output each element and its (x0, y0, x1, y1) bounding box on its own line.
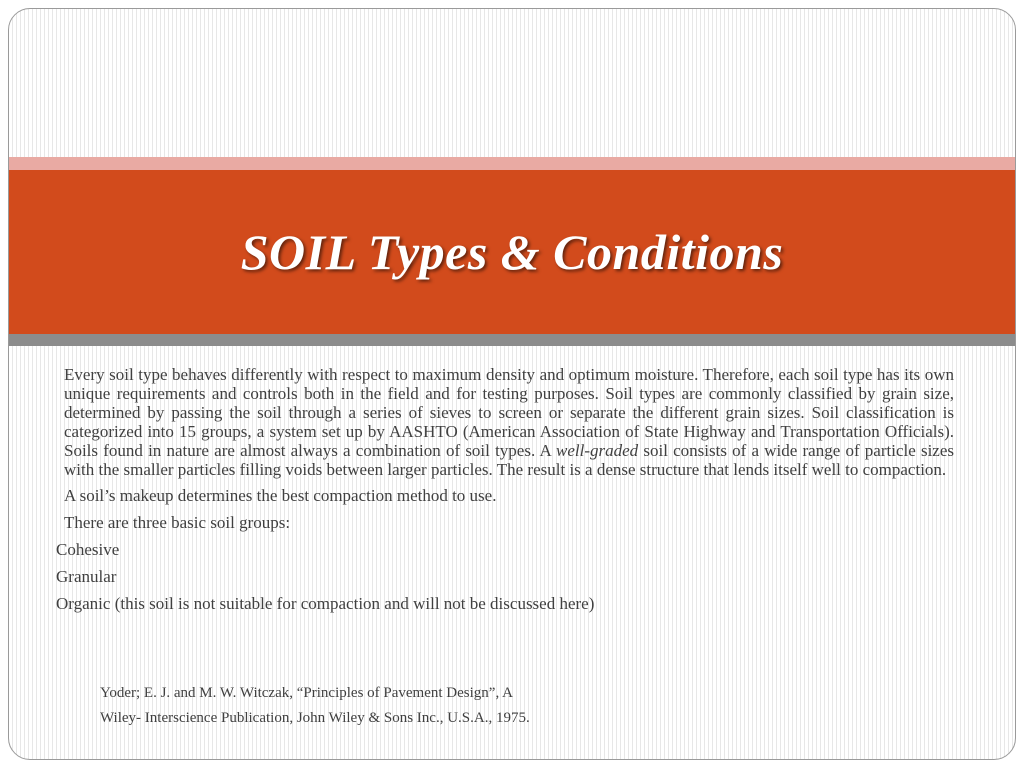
groups-intro-line: There are three basic soil groups: (64, 513, 291, 532)
paragraph-text-part2: soil consists of a wide range of particle sizes with the smaller particles filling voids between larger particles. The result is a dense structure that lends itself well to compaction. (64, 441, 955, 479)
soil-group-item: Cohesive (56, 540, 120, 559)
soil-group-item: Granular (56, 567, 117, 586)
title-bottom-stripe (9, 334, 1015, 346)
slide-title: SOIL Types & Conditions (240, 224, 784, 280)
intro-paragraph (64, 365, 954, 479)
citation-line-2: Wiley- Interscience Publication, John Wiley & Sons Inc., U.S.A., 1975. (100, 710, 530, 726)
soil-group-item: Organic (this soil is not suitable for compaction and will not be discussed here) (56, 594, 595, 613)
title-band (9, 170, 1015, 334)
citation (100, 681, 530, 731)
slide-body (56, 365, 954, 620)
paragraph-emphasis: well-graded (556, 441, 639, 460)
makeup-line: A soil’s makeup determines the best compaction method to use. (64, 486, 497, 505)
paragraph-text-part1: Every soil type behaves differently with respect to maximum density and optimum moisture. Therefore, each soil type has its own unique requirements and controls both in the field and for testing purposes. Soil types are commonly classified by grain size, determined by passing the soil through a series of sieves to screen or separate the different grain sizes. Soil classification is categorized into 15 groups, a system set up by AASHTO (American Association of State Highway and Transportation Officials). Soils found in nature are almost always a combination of soil types. A (64, 365, 954, 460)
citation-line-1: Yoder; E. J. and M. W. Witczak, “Principles of Pavement Design”, A (100, 685, 513, 701)
slide (8, 8, 1016, 760)
title-top-stripe (9, 157, 1015, 170)
